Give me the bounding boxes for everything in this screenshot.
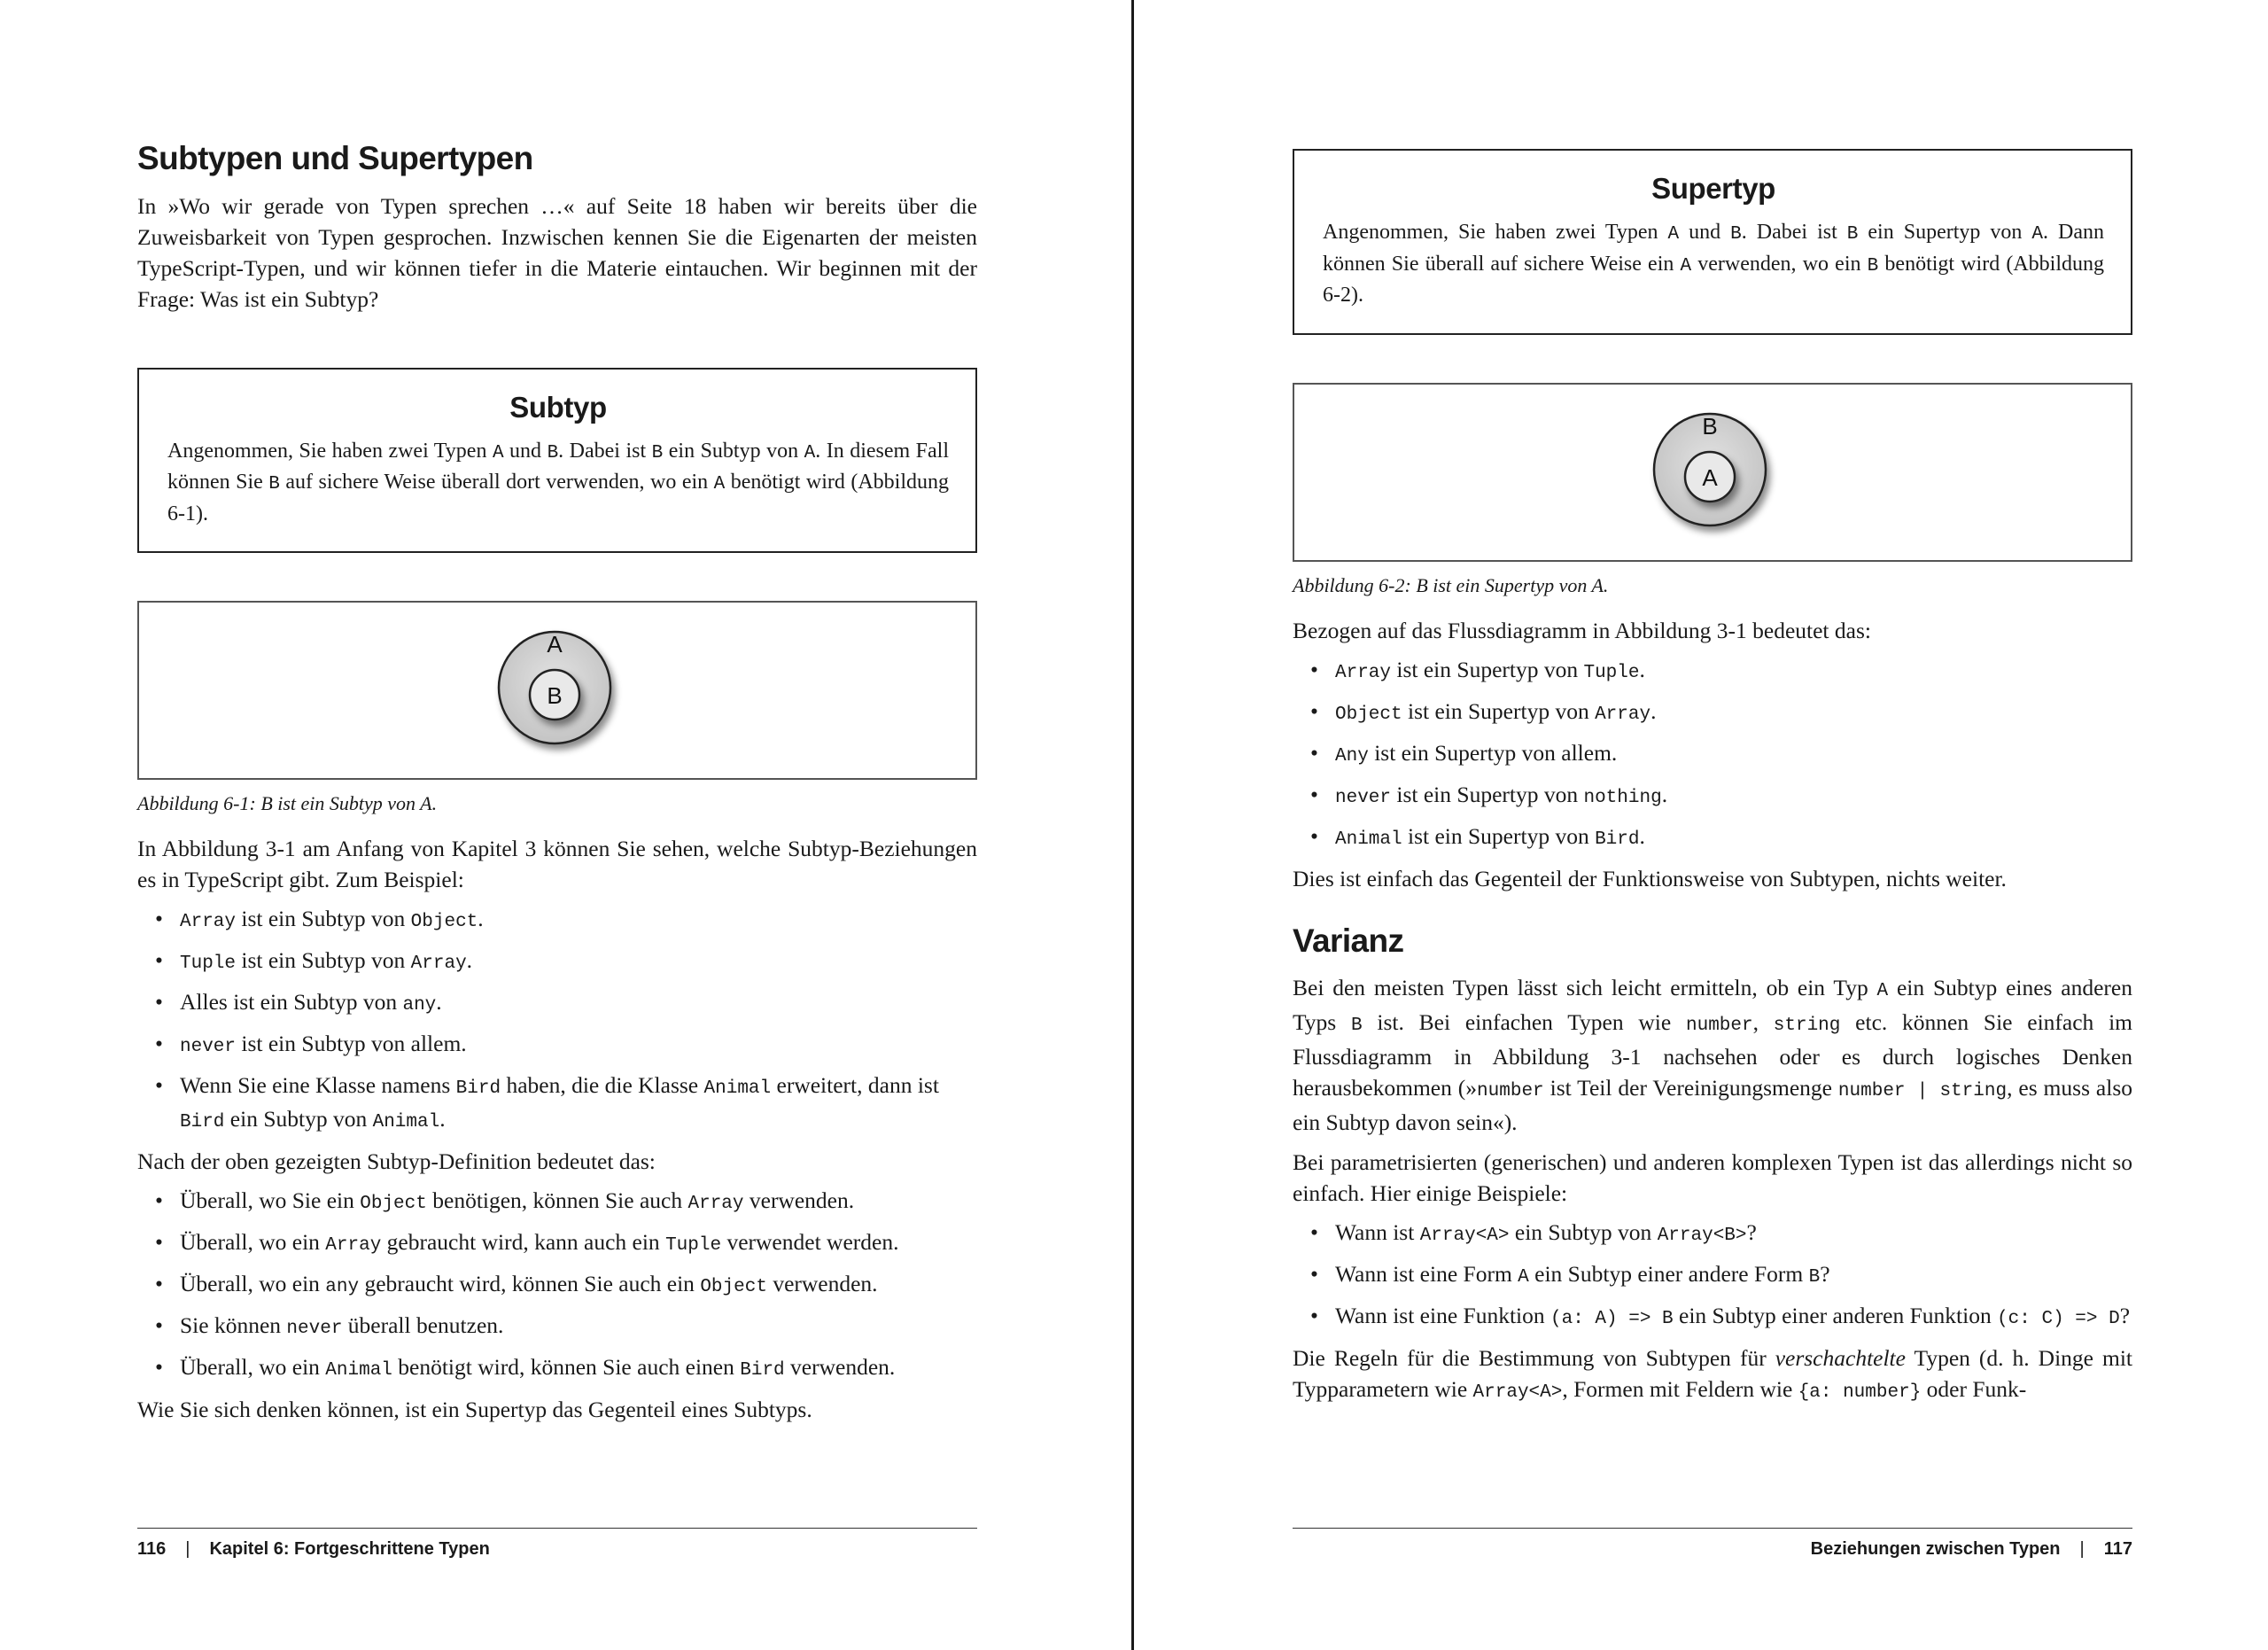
section-heading-varianz: Varianz (1293, 922, 1404, 959)
paragraph-2: Dies ist einfach das Gegenteil der Funktionsweise von Subtypen, nichts weiter. (1293, 865, 2007, 891)
subtype-consequences-list (137, 1186, 977, 1386)
supertype-examples-list (1293, 655, 2132, 855)
chapter-title: Kapitel 6: Fortgeschrittene Typen (209, 1539, 490, 1559)
box-title: Supertyp (1651, 172, 1775, 205)
list-item: • Wann ist Array<A> ein Subtyp von Array<B>? (1293, 1218, 2132, 1251)
outer-circle-label: B (1702, 412, 1718, 440)
list-item: • Überall, wo ein Array gebraucht wird, kann auch ein Tuple verwendet werden. (137, 1227, 977, 1261)
paragraph-4: Bei parametrisierten (generischen) und anderen komplexen Typen ist das allerdings nicht so einfach. Hier einige Beispiele: (1293, 1149, 2132, 1207)
figure-6-1 (137, 601, 977, 780)
section-heading-subtypen: Subtypen und Supertypen (137, 140, 533, 176)
paragraph-2: In Abbildung 3-1 am Anfang von Kapitel 3 können Sie sehen, welche Subtyp-Beziehungen es in TypeScript gibt. Zum Beispiel: (137, 836, 977, 893)
paragraph-3: Bei den meisten Typen lässt sich leicht ermitteln, ob ein Typ A ein Subtyp eines anderen Typs B ist. Bei einfachen Typen wie number, string etc. können Sie einfach im Flussdiagramm in Abbildung 3-1 nachsehen oder es durch logisches Denken herausbekommen (»number ist Teil der Vereinigungsmenge number | string, es muss also ein Subtyp davon sein«). (1293, 975, 2132, 1136)
inner-circle-label: B (547, 682, 563, 710)
list-item: • never ist ein Subtyp von allem. (137, 1029, 977, 1062)
right-page-content (1293, 149, 2132, 1417)
list-item: • Alles ist ein Subtyp von any. (137, 987, 977, 1021)
supertyp-definition-box (1293, 149, 2132, 335)
box-text: Angenommen, Sie haben zwei Typen A und B. Dabei ist B ein Subtyp von A. In diesem Fall können Sie B auf sichere Weise überall dort verwenden, wo ein A benötigt wird (Abbildung 6-1). (167, 439, 950, 525)
intro-paragraph: In »Wo wir gerade von Typen sprechen …« auf Seite 18 haben wir bereits über die Zuweisbarkeit von Typen gesprochen. Inzwischen kennen Sie die Eigenarten der meisten TypeScript-Typen, und wir können tiefer in die Materie eintauchen. Wir beginnen mit der Frage: Was ist ein Subtyp? (137, 192, 977, 312)
paragraph-5: Die Regeln für die Bestimmung von Subtypen für verschachtelte Typen (d. h. Dinge mit Typparametern wie Array<A>, Formen mit Feldern wie {a: number} oder Funk- (1293, 1345, 2133, 1404)
list-item: • never ist ein Supertyp von nothing. (1293, 780, 2132, 813)
figure-caption: Abbildung 6-1: B ist ein Subtyp von A. (137, 792, 438, 815)
subtyp-definition-box (137, 368, 977, 554)
left-page-footer: 116 | Kapitel 6: Fortgeschrittene Typen (137, 1528, 977, 1564)
variance-questions-list (1293, 1218, 2132, 1335)
paragraph-3: Nach der oben gezeigten Subtyp-Definition bedeutet das: (137, 1148, 656, 1175)
paragraph-4: Wie Sie sich denken können, ist ein Supertyp das Gegenteil eines Subtyps. (137, 1397, 812, 1423)
list-item: • Object ist ein Supertyp von Array. (1293, 697, 2132, 730)
list-item: • Any ist ein Supertyp von allem. (1293, 738, 2132, 772)
paragraph-1: Bezogen auf das Flussdiagramm in Abbildung 3-1 bedeutet das: (1293, 617, 1871, 643)
list-item: • Sie können never überall benutzen. (137, 1311, 977, 1344)
list-item: • Array ist ein Subtyp von Object. (137, 904, 977, 938)
inner-circle-label: A (1702, 463, 1718, 491)
list-item: • Tuple ist ein Subtyp von Array. (137, 946, 977, 979)
figure-caption: Abbildung 6-2: B ist ein Supertyp von A. (1293, 573, 1609, 596)
box-title: Subtyp (509, 390, 607, 424)
subtype-venn-diagram (491, 624, 624, 757)
list-item: • Überall, wo ein Animal benötigt wird, können Sie auch einen Bird verwenden. (137, 1352, 977, 1386)
right-page-footer: Beziehungen zwischen Typen | 117 (1293, 1528, 2132, 1564)
page-number: 116 (137, 1539, 167, 1559)
right-page (1135, 0, 2268, 1650)
list-item: • Wenn Sie eine Klasse namens Bird haben, die die Klasse Animal erweitert, dann ist Bird ein Subtyp von Animal. (137, 1070, 977, 1138)
supertype-venn-diagram (1646, 406, 1779, 539)
list-item: • Überall, wo ein any gebraucht wird, können Sie auch ein Object verwenden. (137, 1269, 977, 1303)
list-item: • Array ist ein Supertyp von Tuple. (1293, 655, 2132, 689)
page-number: 117 (2103, 1539, 2132, 1559)
list-item: • Wann ist eine Form A ein Subtyp einer andere Form B? (1293, 1259, 2132, 1293)
left-page (0, 0, 1132, 1650)
list-item: • Wann ist eine Funktion (a: A) => B ein Subtyp einer anderen Funktion (c: C) => D? (1293, 1301, 2132, 1335)
outer-circle-label: A (547, 631, 563, 658)
figure-6-2 (1293, 383, 2132, 562)
left-page-content (137, 140, 977, 1434)
box-text: Angenommen, Sie haben zwei Typen A und B. Dabei ist B ein Supertyp von A. Dann können Sie überall auf sichere Weise ein A verwenden, wo ein B benötigt wird (Abbildung 6-2). (1323, 221, 2105, 307)
list-item: • Überall, wo Sie ein Object benötigen, können Sie auch Array verwenden. (137, 1186, 977, 1219)
subtype-examples-list (137, 904, 977, 1138)
book-spine-divider (1131, 0, 1134, 1650)
list-item: • Animal ist ein Supertyp von Bird. (1293, 821, 2132, 855)
section-title: Beziehungen zwischen Typen (1810, 1539, 2061, 1559)
